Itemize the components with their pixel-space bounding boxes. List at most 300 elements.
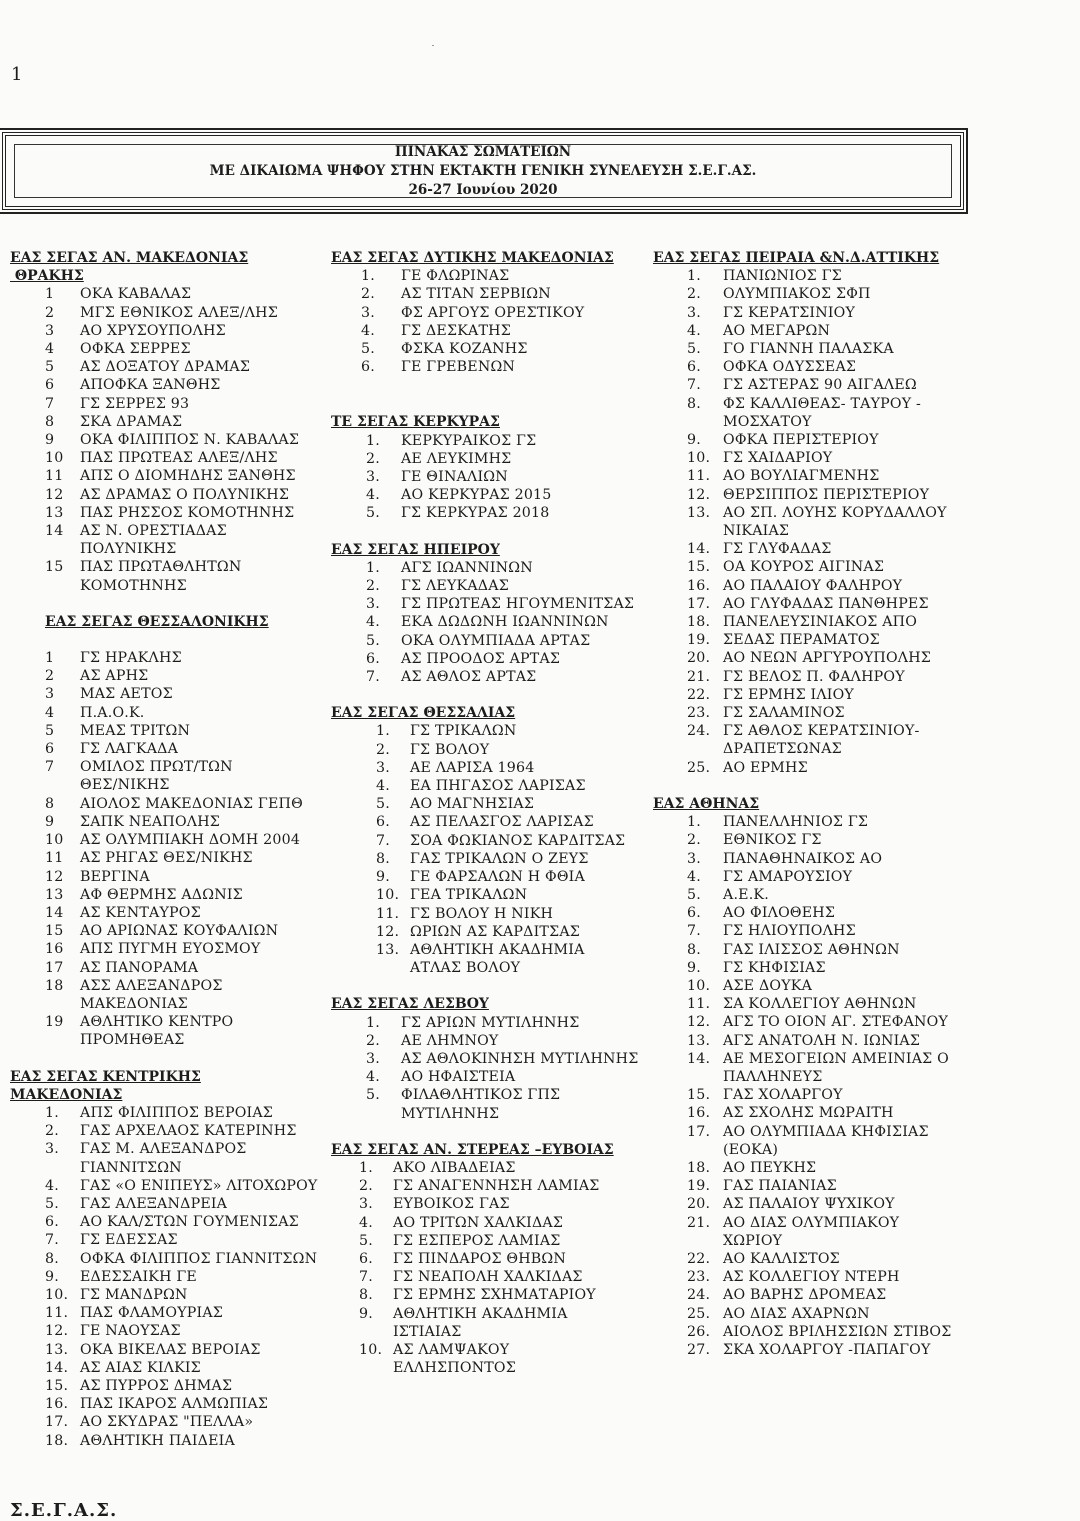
club-name: ΩΡΙΩΝ ΑΣ ΚΑΡΔΙΤΣΑΣ <box>410 923 580 940</box>
list-item <box>10 504 320 522</box>
section <box>331 249 641 376</box>
item-number: 14 <box>45 904 64 921</box>
list-item <box>10 467 320 485</box>
section-title: ΕΑΣ ΣΕΓΑΣ ΛΕΣΒΟΥ <box>331 996 489 1013</box>
club-name: ΕΘΝΙΚΟΣ ΓΣ <box>723 832 822 849</box>
club-name: ΦΣ ΚΑΛΛΙΘΕΑΣ- ΤΑΥΡΟΥ - ΜΟΣΧΑΤΟΥ <box>723 395 922 430</box>
list-item <box>653 1341 983 1359</box>
club-name: ΑΣ ΚΕΝΤΑΥΡΟΣ <box>80 904 201 921</box>
club-name: ΕΚΑ ΔΩΔΩΝΗ ΙΩΑΝΝΙΝΩΝ <box>401 614 609 631</box>
list-item <box>653 1159 983 1177</box>
list-item <box>331 304 641 322</box>
club-name: ΓΣ ΠΙΝΔΑΡΟΣ ΘΗΒΩΝ <box>393 1250 566 1267</box>
item-number: 1 <box>45 650 55 667</box>
club-name: ΦΣΚΑ ΚΟΖΑΝΗΣ <box>401 341 528 358</box>
club-name: ΑΟ ΠΕΥΚΗΣ <box>723 1159 817 1176</box>
list-item <box>653 267 983 285</box>
club-name: ΦΣ ΑΡΓΟΥΣ ΟΡΕΣΤΙΚΟΥ <box>401 304 585 321</box>
item-number: 12. <box>376 923 400 940</box>
club-name: ΠΑΣ ΠΡΩΤΕΑΣ ΑΛΕΞ/ΛΗΣ <box>80 450 278 467</box>
item-number: 3. <box>366 596 380 613</box>
club-name: ΑΚΟ ΛΙΒΑΔΕΙΑΣ <box>393 1159 516 1176</box>
item-number: 4. <box>687 322 701 339</box>
club-name: ΑΕ ΜΕΣΟΓΕΙΩΝ ΑΜΕΙΝΙΑΣ Ο ΠΑΛΛΗΝΕΥΣ <box>723 1050 949 1085</box>
club-name: ΑΓΣ ΤΟ ΟΙΟΝ ΑΓ. ΣΤΕΦΑΝΟΥ <box>723 1014 949 1031</box>
club-name: ΑΘΛΗΤΙΚΗ ΑΚΑΔΗΜΙΑ ΙΣΤΙΑΙΑΣ <box>393 1305 568 1340</box>
list-item <box>331 886 641 904</box>
item-number: 3. <box>366 1050 380 1067</box>
list-item <box>653 686 983 704</box>
list-item <box>10 922 320 940</box>
list-item <box>10 1395 320 1413</box>
club-name: ΟΚΑ ΒΙΚΕΛΑΣ ΒΕΡΟΙΑΣ <box>80 1341 261 1358</box>
item-number: 13. <box>687 1032 711 1049</box>
list-item <box>331 850 641 868</box>
item-number: 27. <box>687 1341 711 1358</box>
list-item <box>331 468 641 486</box>
item-number: 3. <box>687 850 701 867</box>
list-item <box>10 395 320 413</box>
club-name: ΓΣ ΓΛΥΦΑΔΑΣ <box>723 541 832 558</box>
list-item <box>331 1286 641 1304</box>
section <box>331 1141 641 1378</box>
list-item <box>653 1013 983 1031</box>
club-name: ΓΑΣ ΠΑΙΑΝΙΑΣ <box>723 1178 837 1195</box>
section-title: ΕΑΣ ΑΘΗΝΑΣ <box>653 795 760 812</box>
item-number: 11. <box>687 996 711 1013</box>
club-name: ΣΕΔΑΣ ΠΕΡΑΜΑΤΟΣ <box>723 632 880 649</box>
item-number: 1. <box>687 268 701 285</box>
item-number: 14. <box>45 1359 69 1376</box>
club-name: ΓΑΣ ΤΡΙΚΑΛΩΝ Ο ΖΕΥΣ <box>410 850 589 867</box>
item-number: 15. <box>687 1087 711 1104</box>
item-number: 1. <box>366 559 380 576</box>
list-item <box>331 486 641 504</box>
list-item <box>10 1432 320 1450</box>
item-number: 1. <box>366 1014 380 1031</box>
item-number: 13 <box>45 504 64 521</box>
item-number: 3. <box>361 304 375 321</box>
item-number: 4. <box>361 322 375 339</box>
item-number: 7 <box>45 759 55 776</box>
section-title: ΕΑΣ ΣΕΓΑΣ ΠΕΙΡΑΙΑ &Ν.Δ.ΑΤΤΙΚΗΣ <box>653 250 940 266</box>
club-name: ΓΣ ΗΡΑΚΛΗΣ <box>80 650 182 667</box>
item-number: 16. <box>45 1396 69 1413</box>
club-name: ΠΑΣ ΠΡΩΤΑΘΛΗΤΩΝ ΚΟΜΟΤΗΝΗΣ <box>80 559 242 594</box>
list-item <box>653 577 983 595</box>
club-name: ΓΣ ΚΕΡΚΥΡΑΣ 2018 <box>401 505 550 522</box>
club-name: Π.Α.Ο.Κ. <box>80 704 145 721</box>
club-name: ΓΑΣ «Ο ΕΝΙΠΕΥΣ» ΛΙΤΟΧΩΡΟΥ <box>80 1177 318 1194</box>
item-number: 11 <box>45 850 64 867</box>
club-name: ΑΣ ΠΥΡΡΟΣ ΔΗΜΑΣ <box>80 1377 233 1394</box>
list-item <box>331 777 641 795</box>
item-number: 10. <box>359 1341 383 1358</box>
list-item <box>10 322 320 340</box>
club-name: ΓΑΣ ΙΛΙΣΣΟΣ ΑΘΗΝΩΝ <box>723 941 900 958</box>
club-name: ΑΣ ΑΘΛΟΣ ΑΡΤΑΣ <box>401 669 537 686</box>
item-number: 12. <box>687 486 711 503</box>
club-name: ΑΘΛΗΤΙΚΗ ΠΑΙΔΕΙΑ <box>80 1432 235 1449</box>
list-item <box>10 1122 320 1140</box>
club-name: ΑΟ ΒΟΥΛΙΑΓΜΕΝΗΣ <box>723 468 880 485</box>
list-item <box>10 977 320 1013</box>
club-name: ΘΕΡΣΙΠΠΟΣ ΠΕΡΙΣΤΕΡΙΟΥ <box>723 486 930 503</box>
club-name: ΟΚΑ ΚΑΒΑΛΑΣ <box>80 286 192 303</box>
club-name: ΑΟ ΜΑΓΝΗΣΙΑΣ <box>410 796 535 813</box>
club-name: ΓΣ ΕΣΠΕΡΟΣ ΛΑΜΙΑΣ <box>393 1232 561 1249</box>
list-item <box>653 395 983 431</box>
list-item <box>653 1104 983 1122</box>
item-number: 7. <box>687 923 701 940</box>
list-item <box>653 922 983 940</box>
item-number: 10. <box>45 1286 69 1303</box>
club-name: ΚΕΡΚΥΡΑΙΚΟΣ ΓΣ <box>401 432 537 449</box>
list-item <box>331 632 641 650</box>
club-name: ΑΟ ΜΕΓΑΡΩΝ <box>723 322 831 339</box>
club-name: ΟΦΚΑ ΣΕΡΡΕΣ <box>80 341 191 358</box>
list-item <box>331 322 641 340</box>
item-number: 8. <box>687 941 701 958</box>
club-name: ΟΦΚΑ ΠΕΡΙΣΤΕΡΙΟΥ <box>723 432 879 449</box>
list-item <box>653 1250 983 1268</box>
item-number: 5. <box>359 1232 373 1249</box>
club-name: ΑΓΣ ΙΩΑΝΝΙΝΩΝ <box>401 559 533 576</box>
item-number: 3 <box>45 686 55 703</box>
item-number: 19 <box>45 1014 64 1031</box>
item-number: 12. <box>45 1323 69 1340</box>
item-number: 1. <box>376 723 390 740</box>
item-number: 2. <box>366 1032 380 1049</box>
club-name: ΑΟ ΧΡΥΣΟΥΠΟΛΗΣ <box>80 322 226 339</box>
section <box>10 613 320 1050</box>
club-name: ΑΟ ΠΑΛΑΙΟΥ ΦΑΛΗΡΟΥ <box>723 577 903 594</box>
list-item <box>331 650 641 668</box>
list-item <box>653 1305 983 1323</box>
item-number: 2. <box>366 578 380 595</box>
item-number: 13. <box>376 941 400 958</box>
club-name: ΑΟ ΑΡΙΩΝΑΣ ΚΟΥΦΑΛΙΩΝ <box>80 923 279 940</box>
list-item <box>653 941 983 959</box>
club-name: ΑΣ ΟΛΥΜΠΙΑΚΗ ΔΟΜΗ 2004 <box>80 832 301 849</box>
item-number: 20. <box>687 650 711 667</box>
club-name: ΓΑΣ ΑΛΕΞΑΝΔΡΕΙΑ <box>80 1195 228 1212</box>
club-name: ΑΟ ΔΙΑΣ ΟΛΥΜΠΙΑΚΟΥ ΧΩΡΙΟΥ <box>723 1214 900 1249</box>
item-number: 5. <box>45 1195 59 1212</box>
item-number: 8 <box>45 413 55 430</box>
list-item <box>10 304 320 322</box>
item-number: 16 <box>45 941 64 958</box>
item-number: 17. <box>687 1123 711 1140</box>
list-item <box>10 1304 320 1322</box>
list-item <box>653 376 983 394</box>
item-number: 9. <box>376 869 390 886</box>
item-number: 4. <box>45 1177 59 1194</box>
list-item <box>331 340 641 358</box>
club-name: ΑΣ ΚΟΛΛΕΓΙΟΥ ΝΤΕΡΗ <box>723 1269 900 1286</box>
list-item <box>10 849 320 867</box>
club-name: ΓΣ ΤΡΙΚΑΛΩΝ <box>410 723 517 740</box>
club-name: ΑΟ ΒΑΡΗΣ ΔΡΟΜΕΑΣ <box>723 1287 887 1304</box>
list-item <box>331 759 641 777</box>
list-item <box>653 304 983 322</box>
section <box>653 249 983 777</box>
item-number: 7. <box>376 832 390 849</box>
list-item <box>10 940 320 958</box>
item-number: 5. <box>366 1087 380 1104</box>
list-item <box>653 358 983 376</box>
item-number: 6. <box>361 359 375 376</box>
list-item <box>653 759 983 777</box>
club-name: ΑΠΣ Ο ΔΙΟΜΗΔΗΣ ΞΑΝΘΗΣ <box>80 468 296 485</box>
club-name: ΓΣ ΗΛΙΟΥΠΟΛΗΣ <box>723 923 856 940</box>
item-number: 15. <box>687 559 711 576</box>
club-name: ΟΚΑ ΦΙΛΙΠΠΟΣ Ν. ΚΑΒΑΛΑΣ <box>80 432 300 449</box>
club-name: ΓΣ ΒΟΛΟΥ <box>410 741 490 758</box>
club-name: ΠΑΣ ΙΚΑΡΟΣ ΑΛΜΩΠΙΑΣ <box>80 1396 269 1413</box>
section-title: ΕΑΣ ΣΕΓΑΣ ΘΕΣΣΑΛΙΑΣ <box>331 705 516 722</box>
item-number: 7. <box>687 377 701 394</box>
club-name: ΑΟ ΓΛΥΦΑΔΑΣ ΠΑΝΘΗΡΕΣ <box>723 595 929 612</box>
club-name: ΜΑΣ ΑΕΤΟΣ <box>80 686 173 703</box>
list-item <box>10 558 320 594</box>
club-name: ΟΜΙΛΟΣ ΠΡΩΤ/ΤΩΝ ΘΕΣ/ΝΙΚΗΣ <box>80 759 233 794</box>
club-list <box>653 267 983 777</box>
item-number: 24. <box>687 1287 711 1304</box>
item-number: 22. <box>687 686 711 703</box>
item-number: 9. <box>687 959 701 976</box>
item-number: 15 <box>45 923 64 940</box>
club-name: ΑΦ ΘΕΡΜΗΣ ΑΔΩΝΙΣ <box>80 886 243 903</box>
item-number: 11. <box>687 468 711 485</box>
item-number: 24. <box>687 723 711 740</box>
item-number: 12. <box>687 1014 711 1031</box>
item-number: 4. <box>376 778 390 795</box>
list-item <box>331 450 641 468</box>
club-name: ΑΣ ΠΑΛΑΙΟΥ ΨΥΧΙΚΟΥ <box>723 1196 895 1213</box>
item-number: 9. <box>687 432 701 449</box>
list-item <box>10 1104 320 1122</box>
item-number: 2. <box>687 286 701 303</box>
list-item <box>331 504 641 522</box>
item-number: 4 <box>45 341 55 358</box>
club-name: ΑΣ ΤΙΤΑΝ ΣΕΡΒΙΩΝ <box>401 286 551 303</box>
list-item <box>10 740 320 758</box>
club-name: ΑΕ ΛΕΥΚΙΜΗΣ <box>401 450 512 467</box>
list-item <box>331 285 641 303</box>
list-item <box>331 1086 641 1122</box>
section <box>331 704 641 977</box>
item-number: 7 <box>45 395 55 412</box>
list-item <box>10 1195 320 1213</box>
club-name: ΑΙΟΛΟΣ ΒΡΙΛΗΣΣΙΩΝ ΣΤΙΒΟΣ <box>723 1323 952 1340</box>
section <box>10 249 320 595</box>
item-number: 6. <box>376 814 390 831</box>
item-number: 2 <box>45 668 55 685</box>
list-item <box>653 668 983 686</box>
list-item <box>10 431 320 449</box>
list-item <box>10 685 320 703</box>
item-number: 1. <box>361 268 375 285</box>
item-number: 19. <box>687 632 711 649</box>
club-name: ΑΕ ΛΗΜΝΟΥ <box>401 1032 499 1049</box>
list-item <box>10 1413 320 1431</box>
item-number: 9 <box>45 432 55 449</box>
item-number: 2. <box>45 1123 59 1140</box>
list-item <box>653 649 983 667</box>
item-number: 1. <box>687 814 701 831</box>
item-number: 5 <box>45 722 55 739</box>
list-item <box>331 1305 641 1341</box>
item-number: 7. <box>359 1269 373 1286</box>
club-name: ΓΕ ΘΙΝΑΛΙΩΝ <box>401 469 508 486</box>
item-number: 12 <box>45 868 64 885</box>
club-name: ΓΣ ΔΕΣΚΑΤΗΣ <box>401 322 511 339</box>
club-name: ΑΣ ΠΡΟΟΔΟΣ ΑΡΤΑΣ <box>401 650 561 667</box>
section <box>331 541 641 687</box>
list-item <box>331 923 641 941</box>
club-name: ΓΑΣ ΧΟΛΑΡΓΟΥ <box>723 1087 843 1104</box>
club-name: ΠΑΝΑΘΗΝΑΙΚΟΣ ΑΟ <box>723 850 883 867</box>
item-number: 1. <box>45 1104 59 1121</box>
club-list <box>10 285 320 594</box>
list-item <box>331 813 641 831</box>
club-name: ΓΣ ΜΑΝΔΡΩΝ <box>80 1286 188 1303</box>
item-number: 3. <box>376 759 390 776</box>
item-number: 4. <box>366 614 380 631</box>
section <box>10 1068 320 1450</box>
club-name: ΓΣ ΒΟΛΟΥ Η ΝΙΚΗ <box>410 905 554 922</box>
list-item <box>653 886 983 904</box>
club-name: ΓΑΣ ΑΡΧΕΛΑΟΣ ΚΑΤΕΡΙΝΗΣ <box>80 1123 297 1140</box>
club-name: ΑΕ ΛΑΡΙΣΑ 1964 <box>410 759 535 776</box>
club-name: ΓΕ ΝΑΟΥΣΑΣ <box>80 1323 181 1340</box>
list-item <box>331 1268 641 1286</box>
list-item <box>10 1286 320 1304</box>
club-name: ΑΟ ΤΡΙΤΩΝ ΧΑΛΚΙΔΑΣ <box>393 1214 564 1231</box>
list-item <box>331 595 641 613</box>
item-number: 18. <box>687 614 711 631</box>
list-item <box>10 795 320 813</box>
item-number: 6. <box>687 905 701 922</box>
club-name: ΑΣ ΑΘΛΟΚΙΝΗΣΗ ΜΥΤΙΛΗΝΗΣ <box>401 1050 639 1067</box>
list-item <box>10 959 320 977</box>
item-number: 3. <box>359 1196 373 1213</box>
item-number: 11. <box>376 905 400 922</box>
item-number: 13 <box>45 886 64 903</box>
club-name: ΠΑΣ ΦΛΑΜΟΥΡΙΑΣ <box>80 1305 224 1322</box>
item-number: 2. <box>376 741 390 758</box>
list-item <box>653 631 983 649</box>
club-name: ΑΙΟΛΟΣ ΜΑΚΕΔΟΝΙΑΣ ΓΕΠΘ <box>80 795 303 812</box>
club-name: ΑΣ ΑΙΑΣ ΚΙΛΚΙΣ <box>80 1359 201 1376</box>
item-number: 10 <box>45 450 64 467</box>
item-number: 22. <box>687 1250 711 1267</box>
club-name: ΓΣ ΧΑΙΔΑΡΙΟΥ <box>723 450 833 467</box>
title-line-1: ΠΙΝΑΚΑΣ ΣΩΜΑΤΕΙΩΝ <box>394 143 572 160</box>
club-name: ΑΣΣ ΑΛΕΞΑΝΔΡΟΣ ΜΑΚΕΔΟΝΙΑΣ <box>80 977 223 1012</box>
list-item <box>653 322 983 340</box>
item-number: 23. <box>687 1269 711 1286</box>
list-item <box>653 285 983 303</box>
item-number: 18. <box>687 1159 711 1176</box>
club-name: ΟΑ ΚΟΥΡΟΣ ΑΙΓΙΝΑΣ <box>723 559 885 576</box>
item-number: 1. <box>366 432 380 449</box>
list-item <box>331 1214 641 1232</box>
item-number: 3 <box>45 322 55 339</box>
club-name: ΑΠΣ ΠΥΓΜΗ ΕΥΟΣΜΟΥ <box>80 941 261 958</box>
list-item <box>653 868 983 886</box>
item-number: 10. <box>687 450 711 467</box>
list-item <box>653 722 983 758</box>
club-name: ΑΟ ΟΛΥΜΠΙΑΔΑ ΚΗΦΙΣΙΑΣ (ΕΟΚΑ) <box>723 1123 929 1158</box>
list-item <box>331 905 641 923</box>
club-name: ΑΟ ΦΙΛΟΘΕΗΣ <box>723 905 836 922</box>
item-number: 15 <box>45 559 64 576</box>
club-list <box>331 1159 641 1377</box>
list-item <box>10 340 320 358</box>
item-number: 8. <box>687 395 701 412</box>
item-number: 6. <box>45 1214 59 1231</box>
club-name: ΑΟ ΔΙΑΣ ΑΧΑΡΝΩΝ <box>723 1305 870 1322</box>
section-title: ΤΕ ΣΕΓΑΣ ΚΕΡΚΥΡΑΣ <box>331 414 500 431</box>
club-name: ΠΑΣ ΡΗΣΣΟΣ ΚΟΜΟΤΗΝΗΣ <box>80 504 295 521</box>
club-list <box>10 1104 320 1450</box>
item-number: 21. <box>687 1214 711 1231</box>
club-name: ΓΣ ΝΕΑΠΟΛΗ ΧΑΛΚΙΔΑΣ <box>393 1269 583 1286</box>
list-item <box>331 722 641 740</box>
list-item <box>331 1068 641 1086</box>
section <box>331 413 641 522</box>
list-item <box>653 1268 983 1286</box>
list-item <box>331 1159 641 1177</box>
section-title: ΕΑΣ ΣΕΓΑΣ ΑΝ. ΣΤΕΡΕΑΣ –ΕΥΒΟΙΑΣ <box>331 1141 614 1158</box>
item-number: 1. <box>359 1159 373 1176</box>
item-number: 6. <box>359 1250 373 1267</box>
list-item <box>653 959 983 977</box>
club-name: ΣΚΑ ΔΡΑΜΑΣ <box>80 413 183 430</box>
list-item <box>331 1195 641 1213</box>
item-number: 5. <box>366 632 380 649</box>
club-list <box>331 267 641 376</box>
club-name: ΑΟ ΝΕΩΝ ΑΡΓΥΡΟΥΠΟΛΗΣ <box>723 650 932 667</box>
list-item <box>10 722 320 740</box>
column-3 <box>653 249 983 1359</box>
club-name: ΠΑΝΙΩΝΙΟΣ ΓΣ <box>723 268 842 285</box>
club-name: ΠΑΝΕΛΕΥΣΙΝΙΑΚΟΣ ΑΠΟ <box>723 614 918 631</box>
list-item <box>653 431 983 449</box>
list-item <box>653 1050 983 1086</box>
item-number: 17 <box>45 959 64 976</box>
list-item <box>10 1250 320 1268</box>
item-number: 3. <box>366 469 380 486</box>
item-number: 23. <box>687 705 711 722</box>
club-list <box>331 432 641 523</box>
item-number: 3. <box>687 304 701 321</box>
item-number: 2. <box>366 450 380 467</box>
item-number: 16. <box>687 1105 711 1122</box>
club-name: ΑΣ ΔΡΑΜΑΣ Ο ΠΟΛΥΝΙΚΗΣ <box>80 486 290 503</box>
item-number: 8. <box>359 1287 373 1304</box>
list-item <box>331 267 641 285</box>
list-item <box>10 868 320 886</box>
item-number: 13. <box>687 504 711 521</box>
club-name: ΑΣ ΠΕΛΑΣΓΟΣ ΛΑΡΙΣΑΣ <box>410 814 594 831</box>
item-number: 2. <box>361 286 375 303</box>
club-name: ΓΣ ΚΕΡΑΤΣΙΝΙΟΥ <box>723 304 856 321</box>
item-number: 26. <box>687 1323 711 1340</box>
list-item <box>653 1032 983 1050</box>
